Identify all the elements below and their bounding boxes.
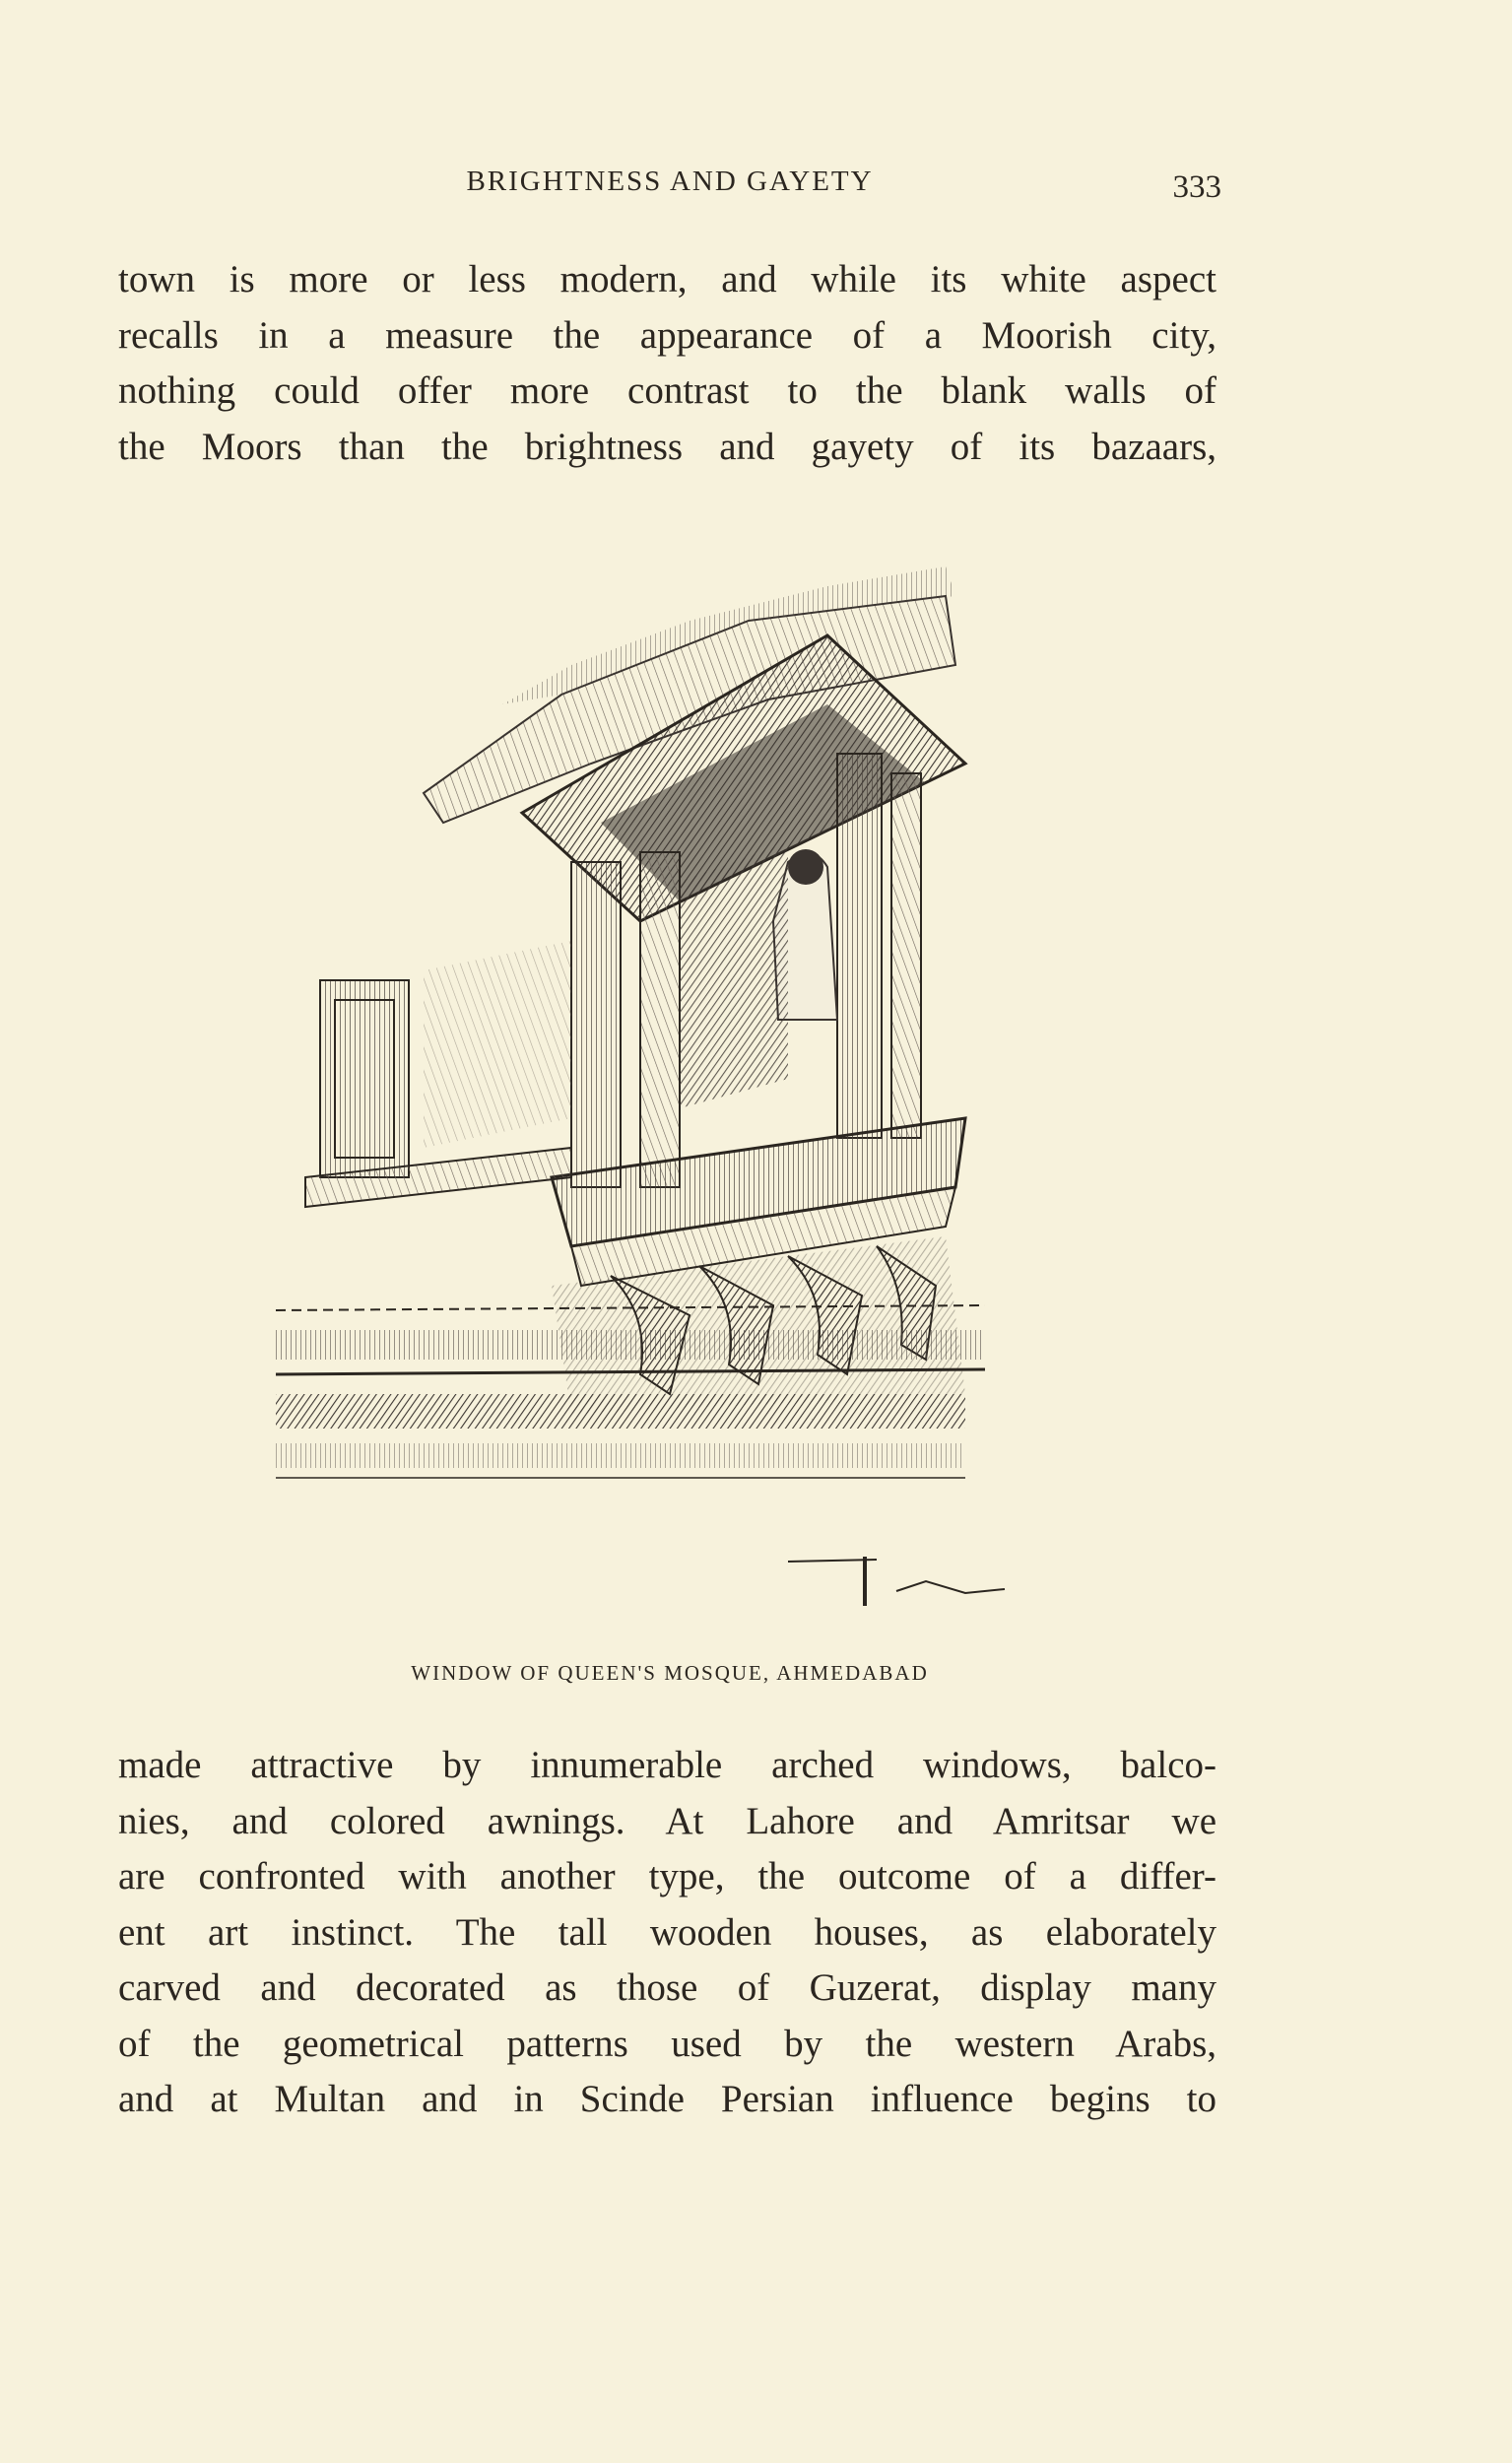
text-line: town is more or less modern, and while its white aspect: [118, 258, 1216, 300]
page-number: 333: [1172, 169, 1221, 205]
running-title: BRIGHTNESS AND GAYETY: [466, 166, 874, 197]
text-line: nies, and colored awnings. At Lahore and Amritsar we: [118, 1799, 1216, 1842]
balcony-illustration: [276, 527, 1064, 1621]
paragraph-top: [118, 252, 1216, 475]
text-line: carved and decorated as those of Guzerat, display many: [118, 1966, 1216, 2009]
text-line: recalls in a measure the appearance of a Moorish city,: [118, 313, 1216, 357]
running-head: [118, 166, 1221, 205]
text-line: nothing could offer more contrast to the blank walls of: [118, 369, 1216, 412]
figure-caption: WINDOW OF QUEEN'S MOSQUE, AHMEDABAD: [411, 1661, 929, 1685]
paragraph-bottom: [118, 1738, 1216, 2128]
text-line: of the geometrical patterns used by the western Arabs,: [118, 2022, 1216, 2065]
text-line: made attractive by innumerable arched windows, balco-: [118, 1744, 1216, 1786]
text-line: and at Multan and in Scinde Persian influence begins to: [118, 2078, 1216, 2120]
text-line: ent art instinct. The tall wooden houses, as elaborately: [118, 1910, 1216, 1954]
text-line: the Moors than the brightness and gayety of its bazaars,: [118, 425, 1216, 468]
text-line: are confronted with another type, the outcome of a differ-: [118, 1855, 1216, 1897]
